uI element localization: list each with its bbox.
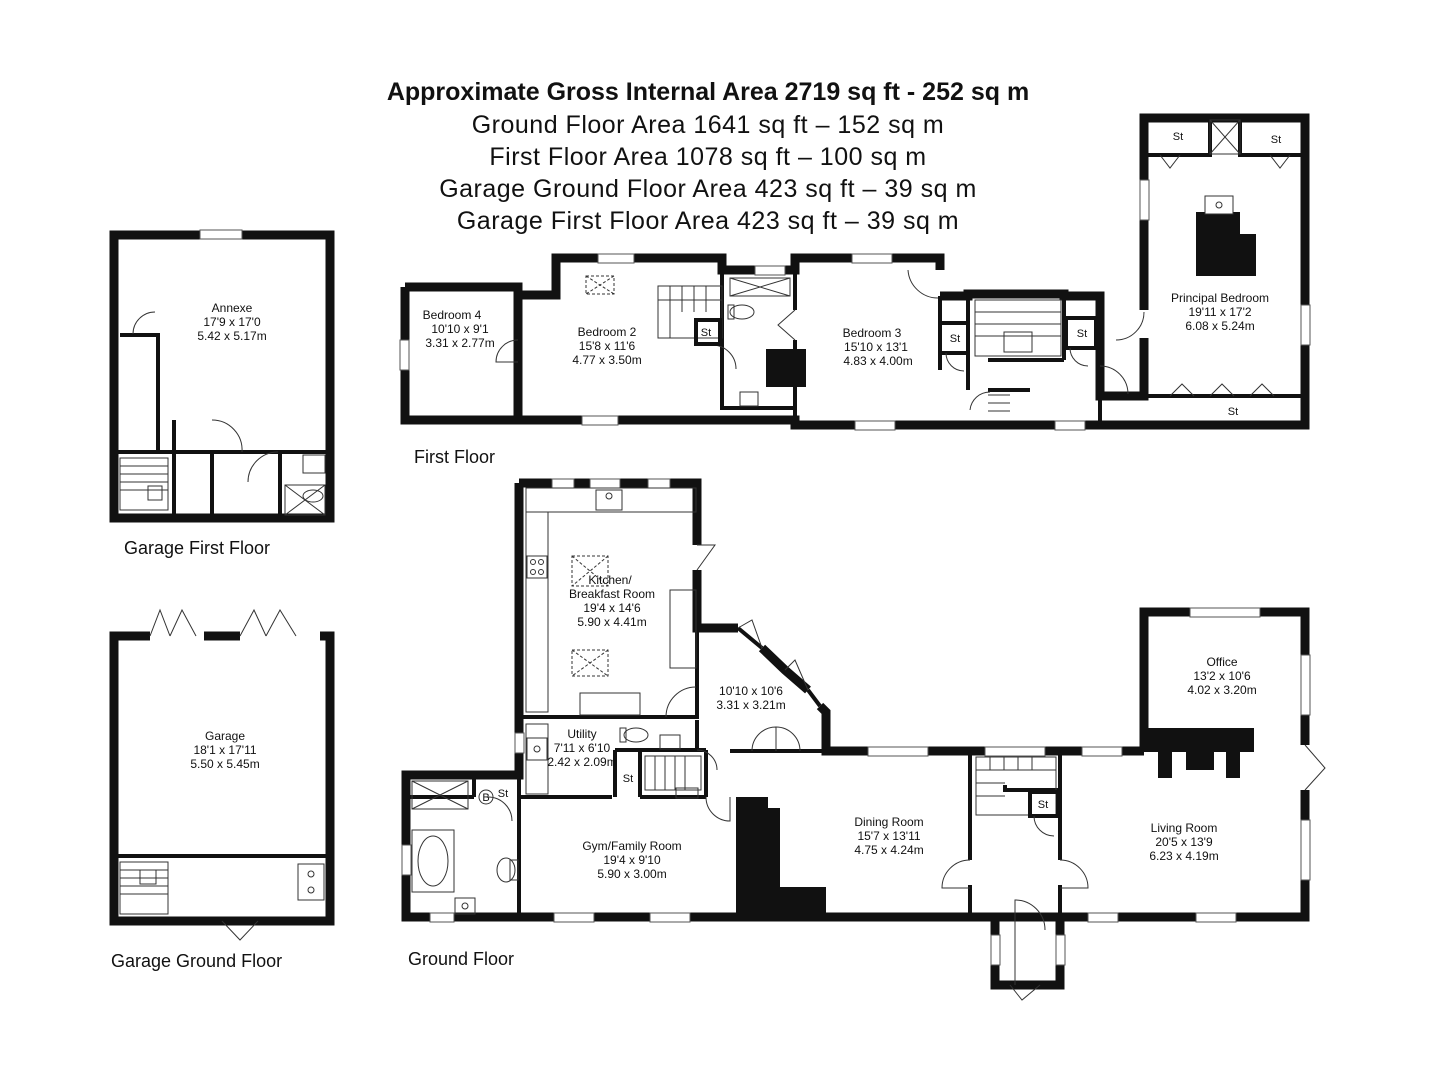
store-label: St bbox=[1172, 131, 1184, 143]
annexe-imperial: 17'9 x 17'0 bbox=[203, 315, 261, 329]
bedroom2-imperial: 15'8 x 11'6 bbox=[578, 339, 636, 353]
principal-bedroom-imperial: 19'11 x 17'2 bbox=[1188, 305, 1252, 319]
bedroom4-imperial: 10'10 x 9'1 bbox=[431, 322, 489, 336]
store-label: St bbox=[949, 333, 961, 345]
utility-imperial: 7'11 x 6'10 bbox=[553, 741, 611, 755]
dining-imperial: 15'7 x 13'11 bbox=[857, 829, 921, 843]
kitchen-name-line1: Kitchen/ bbox=[588, 573, 632, 587]
gym-name: Gym/Family Room bbox=[582, 839, 682, 853]
first-floor-plan bbox=[400, 118, 1310, 467]
garage-ground-floor-label: Garage Ground Floor bbox=[111, 951, 283, 971]
garage-metric: 5.50 x 5.45m bbox=[190, 757, 260, 771]
garage-first-floor-plan bbox=[114, 230, 330, 558]
office-imperial: 13'2 x 10'6 bbox=[1193, 669, 1251, 683]
garage-name: Garage bbox=[204, 729, 246, 743]
bedroom3-metric: 4.83 x 4.00m bbox=[843, 354, 913, 368]
garage-ground-floor-plan bbox=[111, 610, 330, 971]
utility-metric: 2.42 x 2.09m bbox=[547, 755, 617, 769]
garage-ground-floor-area: Garage Ground Floor Area 423 sq ft – 39 sq m bbox=[439, 175, 977, 203]
garage-first-floor-area: Garage First Floor Area 423 sq ft – 39 sq m bbox=[456, 207, 960, 235]
living-imperial: 20'5 x 13'9 bbox=[1155, 835, 1213, 849]
office-name: Office bbox=[1206, 655, 1238, 669]
garage-first-floor-label: Garage First Floor bbox=[124, 538, 271, 558]
ground-floor-label: Ground Floor bbox=[408, 949, 515, 969]
store-label: St bbox=[497, 788, 509, 800]
bedroom4-name: Bedroom 4 bbox=[422, 308, 482, 322]
dining-name: Dining Room bbox=[854, 815, 924, 829]
kitchen-imperial: 19'4 x 14'6 bbox=[583, 601, 641, 615]
gym-imperial: 19'4 x 9'10 bbox=[603, 853, 661, 867]
first-floor-area: First Floor Area 1078 sq ft – 100 sq m bbox=[489, 143, 927, 171]
living-metric: 6.23 x 4.19m bbox=[1149, 849, 1219, 863]
store-label: St bbox=[1270, 134, 1282, 146]
store-label: St bbox=[700, 327, 712, 339]
annexe-name: Annexe bbox=[211, 301, 253, 315]
store-label: St bbox=[1037, 799, 1049, 811]
gross-area-title: Approximate Gross Internal Area 2719 sq ft - 252 sq m bbox=[386, 78, 1030, 106]
bedroom3-name: Bedroom 3 bbox=[842, 326, 902, 340]
principal-bedroom-name: Principal Bedroom bbox=[1170, 291, 1270, 305]
dining-metric: 4.75 x 4.24m bbox=[854, 843, 924, 857]
ground-floor-plan bbox=[402, 479, 1325, 1000]
office-metric: 4.02 x 3.20m bbox=[1187, 683, 1257, 697]
kitchen-metric: 5.90 x 4.41m bbox=[577, 615, 647, 629]
garage-imperial: 18'1 x 17'11 bbox=[193, 743, 257, 757]
bedroom2-metric: 4.77 x 3.50m bbox=[572, 353, 642, 367]
sitting-room-metric: 3.31 x 3.21m bbox=[716, 698, 786, 712]
bedroom2-name: Bedroom 2 bbox=[577, 325, 637, 339]
utility-name: Utility bbox=[567, 727, 597, 741]
bedroom4-metric: 3.31 x 2.77m bbox=[425, 336, 495, 350]
first-floor-label: First Floor bbox=[414, 447, 495, 467]
gym-metric: 5.90 x 3.00m bbox=[597, 867, 667, 881]
sitting-room-imperial: 10'10 x 10'6 bbox=[719, 684, 783, 698]
boiler-label: B bbox=[482, 792, 490, 804]
principal-bedroom-metric: 6.08 x 5.24m bbox=[1185, 319, 1255, 333]
store-label: St bbox=[1076, 328, 1088, 340]
bedroom3-imperial: 15'10 x 13'1 bbox=[844, 340, 908, 354]
kitchen-name-line2: Breakfast Room bbox=[568, 587, 656, 601]
living-name: Living Room bbox=[1150, 821, 1218, 835]
store-label: St bbox=[1227, 406, 1239, 418]
store-label: St bbox=[622, 773, 634, 785]
annexe-metric: 5.42 x 5.17m bbox=[197, 329, 267, 343]
ground-floor-area: Ground Floor Area 1641 sq ft – 152 sq m bbox=[471, 111, 945, 139]
